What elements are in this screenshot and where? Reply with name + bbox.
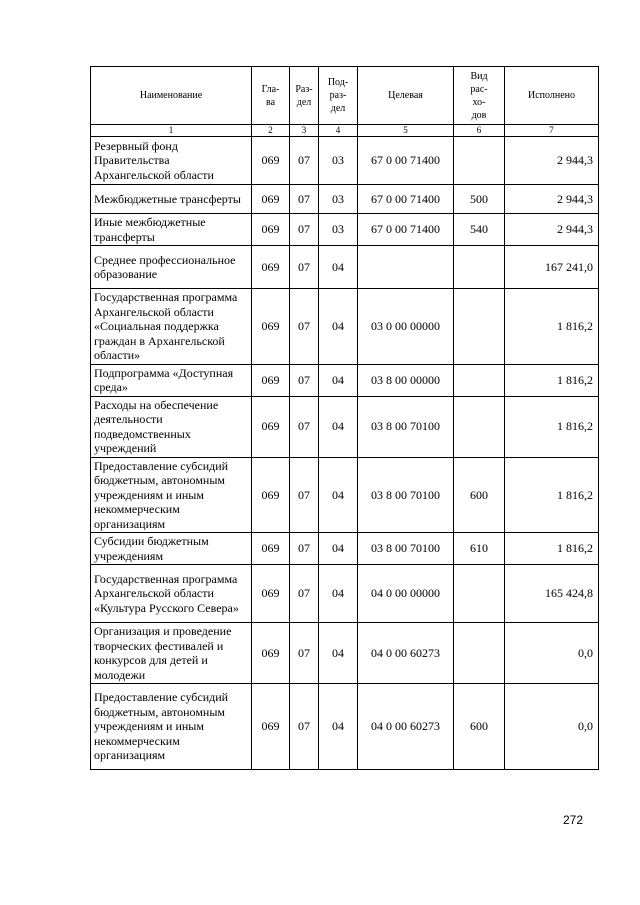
row-target: 67 0 00 71400	[358, 185, 454, 214]
table-row	[91, 533, 599, 565]
row-vid	[454, 137, 505, 185]
header-razdel: Раз- дел	[290, 67, 319, 125]
table-row	[91, 457, 599, 533]
row-vid: 540	[454, 214, 505, 246]
row-glava: 069	[252, 623, 290, 684]
row-razdel: 07	[290, 137, 319, 185]
row-amount: 1 816,2	[505, 289, 599, 365]
table-row	[91, 623, 599, 684]
row-amount: 0,0	[505, 623, 599, 684]
row-name: Расходы на обеспечение деятельности подведомственных учреждений	[91, 396, 252, 457]
row-razdel: 07	[290, 214, 319, 246]
row-podrazdel: 04	[319, 533, 358, 565]
row-amount: 0,0	[505, 684, 599, 770]
row-name: Государственная программа Архангельской области «Культура Русского Севера»	[91, 565, 252, 623]
row-podrazdel: 04	[319, 289, 358, 365]
row-glava: 069	[252, 396, 290, 457]
row-name: Организация и проведение творческих фестивалей и конкурсов для детей и молодежи	[91, 623, 252, 684]
row-vid	[454, 246, 505, 289]
row-podrazdel: 04	[319, 623, 358, 684]
row-target	[358, 246, 454, 289]
row-glava: 069	[252, 565, 290, 623]
table-row	[91, 246, 599, 289]
row-razdel: 07	[290, 533, 319, 565]
row-target: 67 0 00 71400	[358, 214, 454, 246]
row-glava: 069	[252, 457, 290, 533]
column-number: 2	[252, 125, 290, 137]
row-vid	[454, 289, 505, 365]
row-target: 04 0 00 60273	[358, 623, 454, 684]
row-name: Предоставление субсидий бюджетным, автономным учреждениям и иным некоммерческим организациям	[91, 457, 252, 533]
row-amount: 1 816,2	[505, 457, 599, 533]
row-razdel: 07	[290, 623, 319, 684]
row-target: 67 0 00 71400	[358, 137, 454, 185]
row-razdel: 07	[290, 457, 319, 533]
row-amount: 1 816,2	[505, 364, 599, 396]
row-glava: 069	[252, 185, 290, 214]
row-glava: 069	[252, 214, 290, 246]
table-row	[91, 137, 599, 185]
row-razdel: 07	[290, 364, 319, 396]
row-vid	[454, 565, 505, 623]
budget-execution-table	[90, 66, 599, 770]
row-podrazdel: 03	[319, 137, 358, 185]
row-target: 04 0 00 60273	[358, 684, 454, 770]
row-target: 03 8 00 70100	[358, 396, 454, 457]
header-row	[91, 67, 599, 125]
row-glava: 069	[252, 246, 290, 289]
row-name: Подпрограмма «Доступная среда»	[91, 364, 252, 396]
page-number: 272	[563, 813, 584, 827]
column-number: 1	[91, 125, 252, 137]
row-vid: 600	[454, 457, 505, 533]
table-body	[91, 137, 599, 770]
row-amount: 167 241,0	[505, 246, 599, 289]
row-target: 03 8 00 00000	[358, 364, 454, 396]
row-razdel: 07	[290, 396, 319, 457]
row-glava: 069	[252, 533, 290, 565]
row-razdel: 07	[290, 565, 319, 623]
row-name: Иные межбюджетные трансферты	[91, 214, 252, 246]
table-row	[91, 565, 599, 623]
header-vid: Вид рас- хо- дов	[454, 67, 505, 125]
row-name: Предоставление субсидий бюджетным, автономным учреждениям и иным некоммерческим организациям	[91, 684, 252, 770]
row-glava: 069	[252, 684, 290, 770]
row-amount: 165 424,8	[505, 565, 599, 623]
row-razdel: 07	[290, 185, 319, 214]
row-glava: 069	[252, 137, 290, 185]
row-target: 03 0 00 00000	[358, 289, 454, 365]
column-number: 4	[319, 125, 358, 137]
table-row	[91, 364, 599, 396]
row-podrazdel: 04	[319, 246, 358, 289]
row-glava: 069	[252, 289, 290, 365]
header-name: Наименование	[91, 67, 252, 125]
column-number: 3	[290, 125, 319, 137]
row-podrazdel: 04	[319, 565, 358, 623]
table-row	[91, 185, 599, 214]
row-podrazdel: 03	[319, 185, 358, 214]
row-amount: 1 816,2	[505, 533, 599, 565]
row-vid	[454, 396, 505, 457]
row-name: Межбюджетные трансферты	[91, 185, 252, 214]
row-amount: 2 944,3	[505, 185, 599, 214]
table-row	[91, 289, 599, 365]
row-vid: 610	[454, 533, 505, 565]
header-target: Целевая	[358, 67, 454, 125]
column-number-row	[91, 125, 599, 137]
row-target: 04 0 00 00000	[358, 565, 454, 623]
row-amount: 1 816,2	[505, 396, 599, 457]
column-number: 7	[505, 125, 599, 137]
row-podrazdel: 04	[319, 396, 358, 457]
row-glava: 069	[252, 364, 290, 396]
table-row	[91, 214, 599, 246]
row-vid: 500	[454, 185, 505, 214]
table-row	[91, 684, 599, 770]
row-target: 03 8 00 70100	[358, 533, 454, 565]
row-podrazdel: 04	[319, 457, 358, 533]
row-name: Субсидии бюджетным учреждениям	[91, 533, 252, 565]
table-row	[91, 396, 599, 457]
row-podrazdel: 03	[319, 214, 358, 246]
row-vid: 600	[454, 684, 505, 770]
row-vid	[454, 364, 505, 396]
row-podrazdel: 04	[319, 364, 358, 396]
row-amount: 2 944,3	[505, 137, 599, 185]
row-name: Среднее профессиональное образование	[91, 246, 252, 289]
column-number: 6	[454, 125, 505, 137]
column-number: 5	[358, 125, 454, 137]
header-done: Исполнено	[505, 67, 599, 125]
row-name: Резервный фонд Правительства Архангельской области	[91, 137, 252, 185]
row-amount: 2 944,3	[505, 214, 599, 246]
row-target: 03 8 00 70100	[358, 457, 454, 533]
row-vid	[454, 623, 505, 684]
header-podrazdel: Под- раз- дел	[319, 67, 358, 125]
row-razdel: 07	[290, 289, 319, 365]
row-razdel: 07	[290, 246, 319, 289]
row-podrazdel: 04	[319, 684, 358, 770]
row-name: Государственная программа Архангельской области «Социальная поддержка граждан в Архангельской области»	[91, 289, 252, 365]
header-glava: Гла- ва	[252, 67, 290, 125]
row-razdel: 07	[290, 684, 319, 770]
